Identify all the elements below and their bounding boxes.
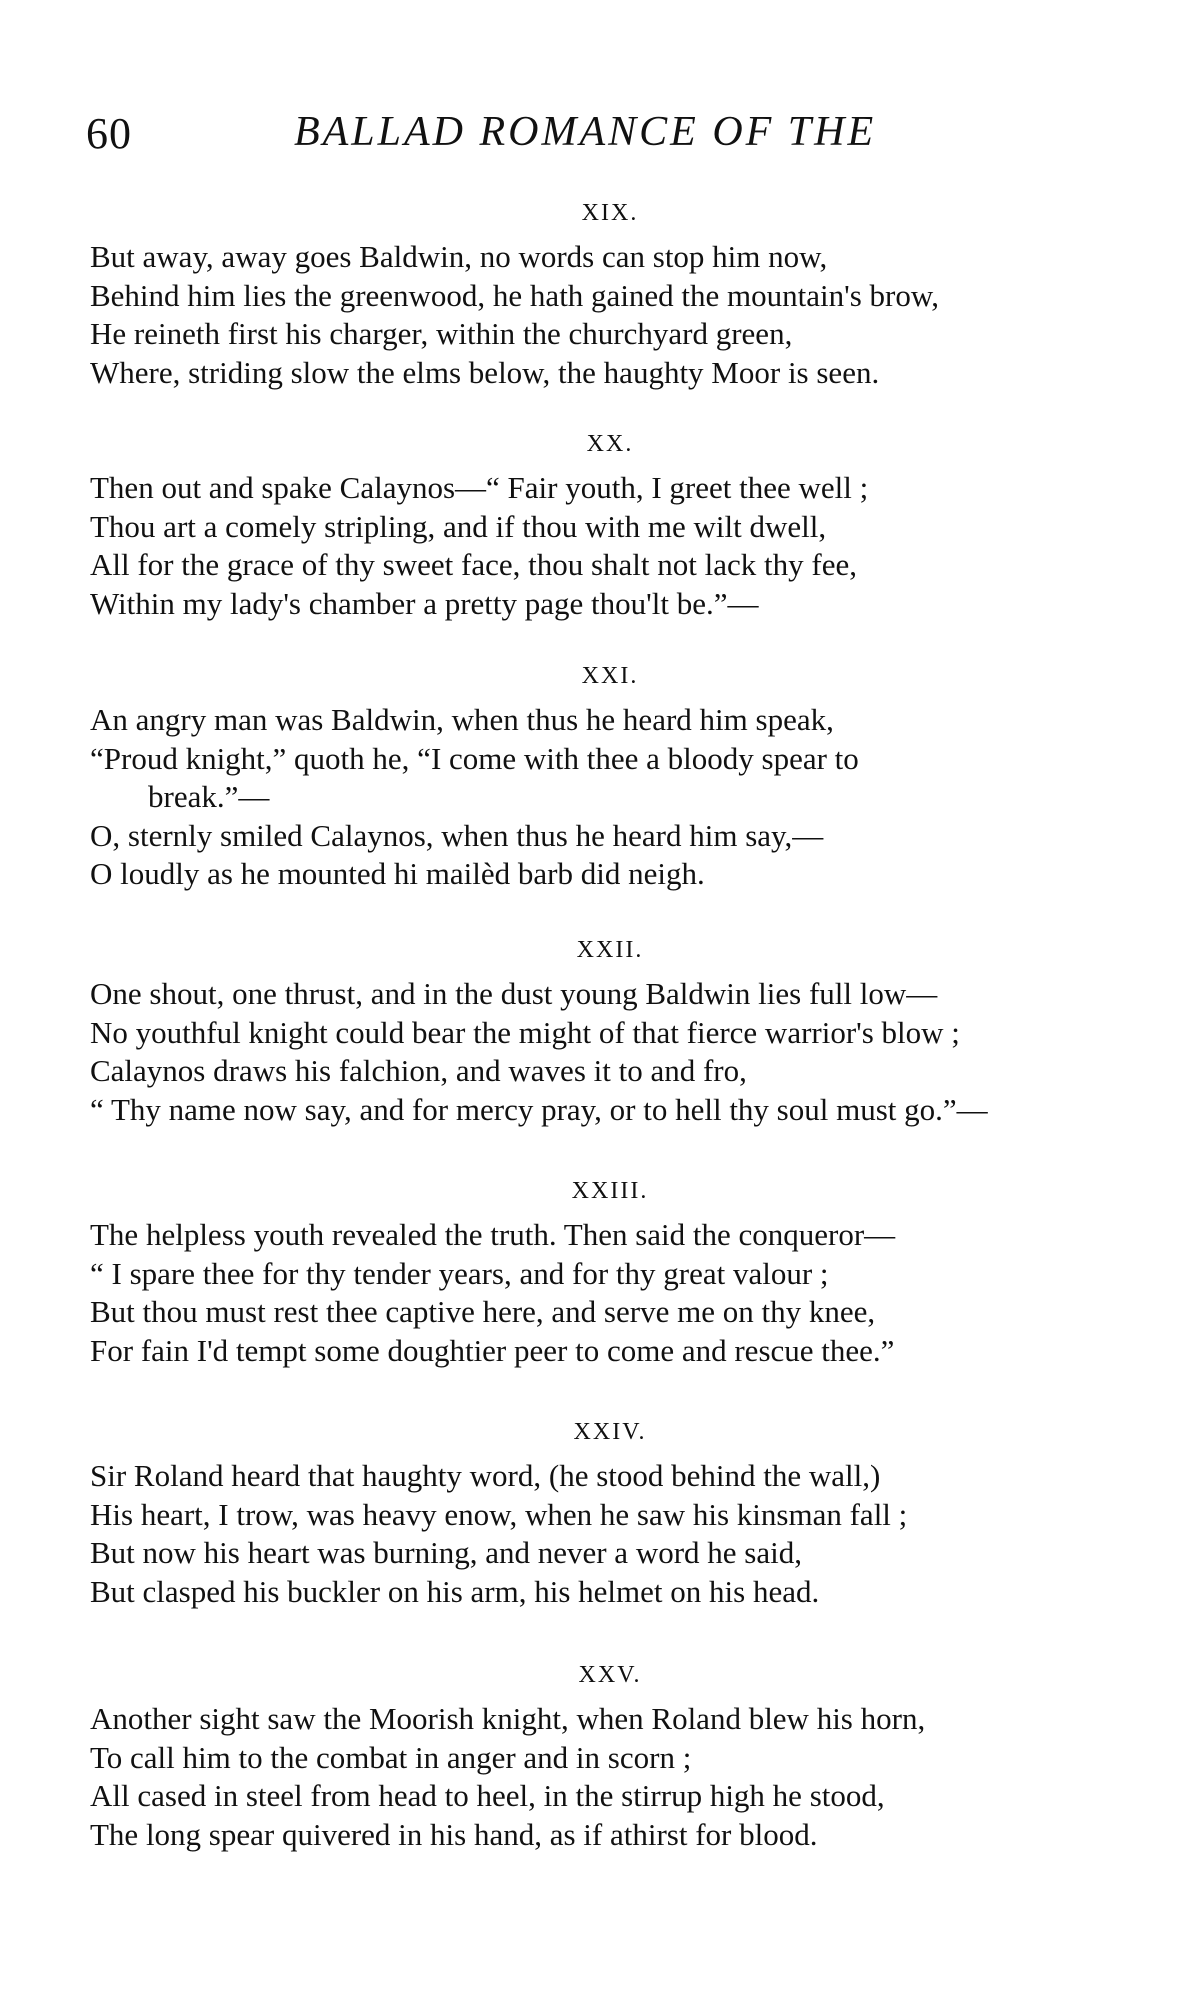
verse-line: “ I spare thee for thy tender years, and for thy great valour ; [90, 1255, 829, 1291]
verse-line: To call him to the combat in anger and in scorn ; [90, 1739, 692, 1775]
stanza-20 [90, 427, 1090, 623]
stanza-numeral: XXII. [576, 937, 644, 963]
stanza-numeral: XXI. [581, 663, 639, 689]
verse-line: Where, striding slow the elms below, the haughty Moor is seen. [90, 354, 880, 390]
verse-line: Then out and spake Calaynos—“ Fair youth, I greet thee well ; [90, 470, 869, 505]
verse-line: One shout, one thrust, and in the dust young Baldwin lies full low— [90, 976, 938, 1011]
verse-line: Behind him lies the greenwood, he hath gained the mountain's brow, [90, 277, 940, 313]
stanza-24 [90, 1415, 1090, 1611]
verse-line: All cased in steel from head to heel, in the stirrup high he stood, [90, 1778, 885, 1813]
verse-line: His heart, I trow, was heavy enow, when he saw his kinsman fall ; [90, 1496, 908, 1532]
verse-line: Another sight saw the Moorish knight, when Roland blew his horn, [90, 1701, 926, 1736]
verse-line: The helpless youth revealed the truth. Then said the conqueror— [90, 1217, 896, 1252]
verse-line: The long spear quivered in his hand, as if athirst for blood. [90, 1816, 818, 1852]
verse-line: He reineth first his charger, within the churchyard green, [90, 316, 793, 351]
verse-line: No youthful knight could bear the might of that fierce warrior's blow ; [90, 1014, 960, 1050]
verse-line: But clasped his buckler on his arm, his helmet on his head. [90, 1573, 820, 1609]
stanza-numeral: XIX. [581, 200, 639, 226]
verse-line: But away, away goes Baldwin, no words can stop him now, [90, 239, 828, 274]
verse-line-continuation: break.”— [148, 779, 270, 814]
stanza-25 [90, 1658, 1090, 1854]
verse-line: An angry man was Baldwin, when thus he heard him speak, [90, 702, 834, 737]
verse-line: But now his heart was burning, and never a word he said, [90, 1535, 802, 1570]
stanza-19 [90, 196, 1090, 392]
stanza-22 [90, 933, 1090, 1129]
page-number: 60 [86, 109, 132, 158]
verse-line: “Proud knight,” quoth he, “I come with thee a bloody spear to [90, 740, 859, 776]
verse-line: Sir Roland heard that haughty word, (he stood behind the wall,) [90, 1458, 881, 1493]
stanza-numeral: XXIII. [571, 1178, 649, 1204]
verse-line: Thou art a comely stripling, and if thou with me wilt dwell, [90, 508, 827, 544]
verse-line: O, sternly smiled Calaynos, when thus he heard him say,— [90, 817, 824, 853]
stanza-numeral: XX. [586, 431, 634, 457]
verse-line: But thou must rest thee captive here, and serve me on thy knee, [90, 1294, 876, 1329]
verse-line: All for the grace of thy sweet face, thou shalt not lack thy fee, [90, 547, 857, 582]
stanza-21 [90, 659, 1090, 894]
verse-line: Within my lady's chamber a pretty page thou'lt be.”— [90, 585, 759, 621]
page-header [86, 108, 1086, 168]
stanza-numeral: XXV. [578, 1662, 642, 1688]
verse-line: “ Thy name now say, and for mercy pray, or to hell thy soul must go.”— [90, 1091, 988, 1127]
stanza-numeral: XXIV. [573, 1419, 647, 1445]
verse-line: O loudly as he mounted hi mailèd barb did neigh. [90, 856, 705, 891]
stanza-23 [90, 1174, 1090, 1370]
running-title: BALLAD ROMANCE OF THE [294, 109, 877, 155]
verse-line: Calaynos draws his falchion, and waves it to and fro, [90, 1053, 747, 1088]
verse-line: For fain I'd tempt some doughtier peer to come and rescue thee.” [90, 1332, 895, 1368]
